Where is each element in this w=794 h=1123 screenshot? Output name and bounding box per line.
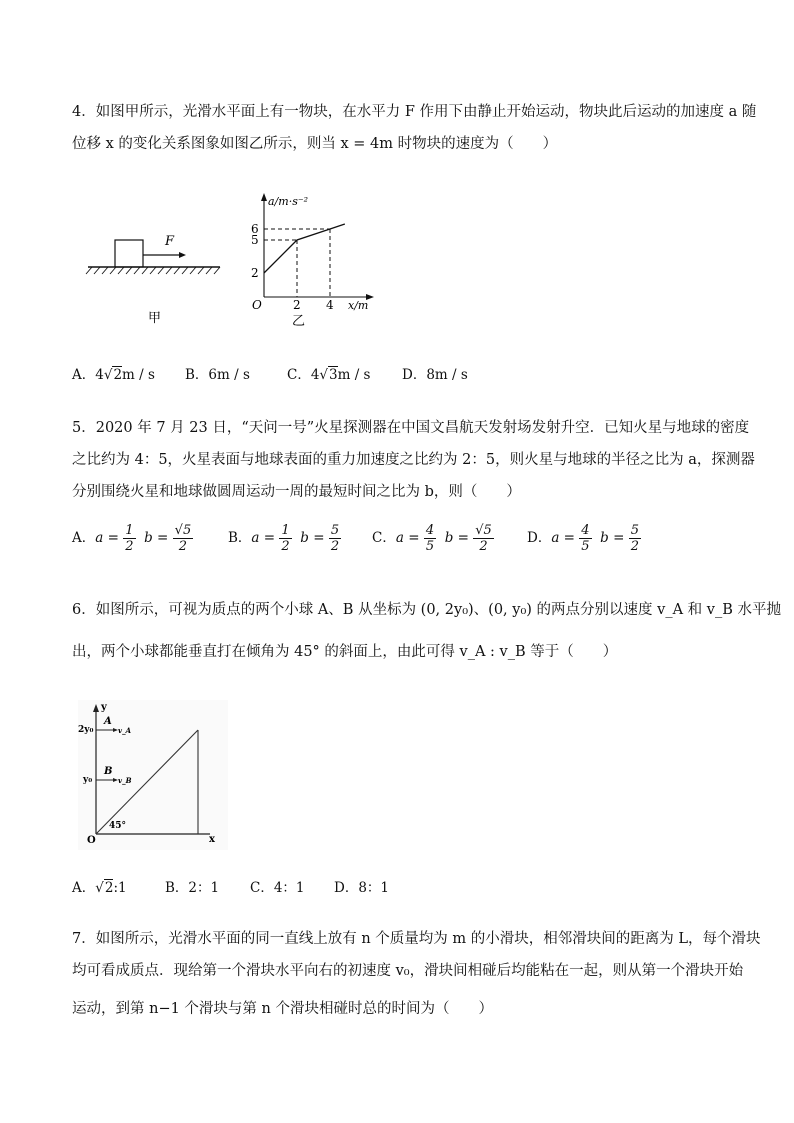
x-tick-4: 4 (326, 298, 334, 312)
velocity-b-label: v_B (118, 776, 132, 785)
x-axis-label: x/m (348, 299, 369, 312)
y-tick-6: 6 (251, 222, 259, 236)
q7-stem-line-3: 运动，到第 n−1 个滑块与第 n 个滑块相碰时总的时间为（ ） (72, 1001, 493, 1017)
y-tick-5: 5 (251, 233, 259, 247)
q7-stem-line-1: 7．如图所示，光滑水平面的同一直线上放有 n 个质量均为 m 的小滑块，相邻滑块间的距离为 L，每个滑块 (72, 931, 761, 947)
option-label: B． (228, 530, 252, 546)
q4-option-c[interactable] (287, 365, 371, 385)
q6-stem-line-2: 出，两个小球都能垂直打在倾角为 45° 的斜面上，由此可得 v_A : v_B 等于（ ） (72, 644, 618, 660)
q7-stem-line-2: 均可看成质点．现给第一个滑块水平向右的初速度 v₀，滑块间相碰后均能粘在一起，则从第一个滑块开始 (72, 963, 744, 979)
q4-option-a[interactable] (72, 365, 155, 385)
q5-stem-line-3: 分别围绕火星和地球做圆周运动一周的最短时间之比为 b，则（ ） (72, 484, 521, 500)
fraction-b: $\frac{5}{2}$ (330, 523, 340, 554)
q4-option-d[interactable]: D．8m / s (402, 367, 468, 383)
option-label: C． (372, 530, 396, 546)
q6-stem-line-1: 6．如图所示，可视为质点的两个小球 A、B 从坐标为 (0, 2y₀)、(0, y₀) 的两点分别以速度 v_A 和 v_B 水平抛 (72, 602, 781, 618)
q4-option-b[interactable]: B．6m / s (185, 367, 250, 383)
fraction-b: $\frac{5}{2}$ (630, 523, 640, 554)
caption-jia: 甲 (148, 311, 162, 326)
tick-2y0: 2y₀ (78, 725, 94, 735)
fraction-b: $\frac{√5}{2}$ (475, 523, 492, 554)
angle-label: 45° (109, 821, 127, 831)
fraction-a: $\frac{1}{2}$ (281, 523, 290, 554)
q6-option-b[interactable]: B．2：1 (165, 880, 220, 896)
q5-option-a[interactable]: A．a = $\frac{1}{2}$ b = $\frac{√5}{2}$ (72, 523, 192, 554)
q4-option-c-radicand: 3 (329, 367, 338, 383)
q4-figure-yi-chart (248, 185, 388, 330)
fraction-b: $\frac{√5}{2}$ (174, 523, 192, 554)
q5-option-b[interactable]: B．a = $\frac{1}{2}$ b = $\frac{5}{2}$ (228, 523, 340, 554)
q4-option-c-unit: m / s (337, 367, 371, 383)
fraction-a: $\frac{4}{5}$ (581, 523, 590, 554)
sqrt-sign: √ (103, 367, 113, 383)
q4-figure-jia (80, 222, 230, 332)
q6-option-c[interactable]: C．4：1 (250, 880, 305, 896)
q5-stem-line-2: 之比约为 4：5，火星表面与地球表面的重力加速度之比约为 2：5，则火星与地球的半径之比为 a，探测器 (72, 452, 755, 468)
q4-stem-line-2: 位移 x 的变化关系图象如图乙所示，则当 x = 4m 时物块的速度为（ ） (72, 136, 558, 152)
q5-option-c[interactable]: C．a = $\frac{4}{5}$ b = $\frac{√5}{2}$ (372, 523, 492, 554)
series-line (264, 224, 345, 273)
q6-option-a[interactable] (72, 878, 127, 898)
q4-option-c-prefix: C．4 (287, 367, 320, 383)
y-axis-arrow (261, 193, 267, 201)
q4-option-a-unit: m / s (122, 367, 155, 383)
fraction-a: $\frac{4}{5}$ (425, 523, 435, 554)
ball-a-label: A (104, 716, 112, 727)
q6-option-a-suffix: :1 (113, 880, 127, 896)
q5-stem-line-1: 5．2020 年 7 月 23 日，“天问一号”火星探测器在中国文昌航天发射场发射升空．已知火星与地球的密度 (72, 420, 750, 436)
y-axis-label: y (101, 702, 107, 713)
q4-stem-line-1: 4．如图甲所示，光滑水平面上有一物块，在水平力 F 作用下由静止开始运动，物块此后运动的加速度 a 随 (72, 104, 757, 120)
tick-y0: y₀ (83, 775, 93, 785)
origin-label: O (252, 298, 262, 312)
option-label: D． (527, 530, 552, 546)
option-label: A． (72, 530, 96, 546)
y-tick-2: 2 (251, 266, 259, 280)
x-tick-2: 2 (293, 298, 301, 312)
q6-option-a-radicand: 2 (104, 880, 114, 896)
block (115, 240, 143, 267)
q6-figure (78, 700, 228, 850)
q4-option-a-radicand: 2 (113, 367, 123, 383)
origin-label: O (87, 835, 96, 846)
q5-option-d[interactable]: D．a = $\frac{4}{5}$ b = $\frac{5}{2}$ (527, 523, 640, 554)
q4-option-a-prefix: A．4 (72, 367, 104, 383)
ball-b-label: B (104, 766, 113, 777)
sqrt-sign: √ (95, 880, 104, 896)
fraction-a: $\frac{1}{2}$ (125, 523, 134, 554)
y-axis-label: a/m·s⁻² (268, 195, 309, 208)
force-label: F (165, 234, 175, 249)
option-label: A． (72, 880, 96, 896)
x-axis-label: x (209, 834, 215, 845)
q6-option-d[interactable]: D．8：1 (334, 880, 390, 896)
caption-yi: 乙 (292, 314, 306, 329)
sqrt-sign: √ (319, 367, 329, 383)
velocity-a-label: v_A (118, 726, 131, 735)
